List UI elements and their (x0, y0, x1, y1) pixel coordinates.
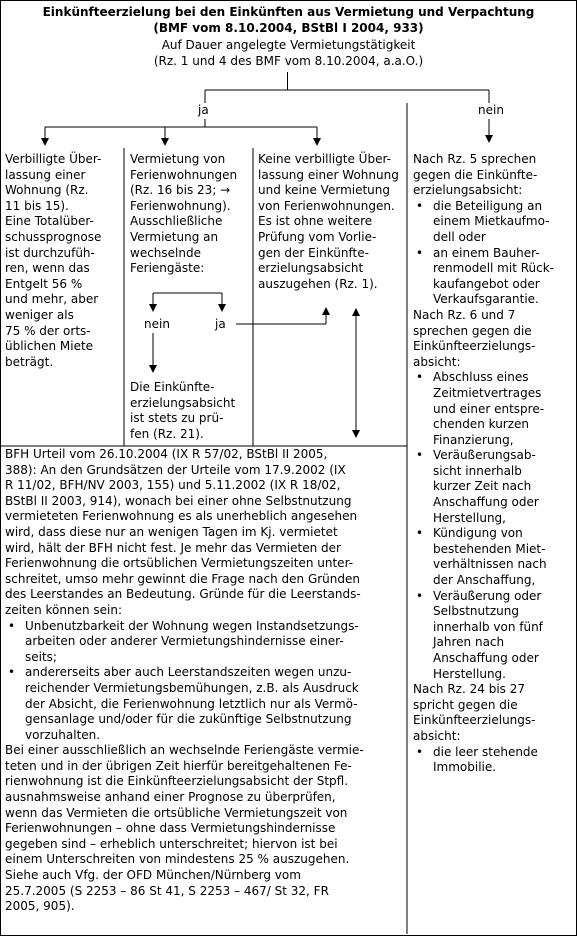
bullet-line: seits; (25, 649, 57, 664)
text-line: Nach Rz. 5 sprechen (413, 152, 537, 166)
text-line: lassung einer Wohnung (258, 167, 399, 182)
text-line: zeiten können sein: (5, 602, 123, 617)
bullet-line: Anschaffung oder (433, 495, 539, 510)
text-line: und mehr, aber (5, 292, 99, 307)
text-line: 75 % der orts- (5, 323, 91, 338)
bullet-line: Jahren nach (433, 635, 505, 650)
bullet-line: • Abschluss eines (433, 370, 529, 385)
text-line: ist durchzufüh- (5, 245, 95, 260)
text-line: auszugehen (Rz. 1). (258, 276, 378, 291)
diagram-subtitle-line1: Auf Dauer angelegte Vermietungstätigkeit (161, 38, 416, 52)
bullet-line: sicht innerhalb (433, 463, 522, 478)
bullet-line: verhältnissen nach (433, 557, 547, 572)
text-line: schreitet, umso mehr gewinnt die Frage nach den Gründen (5, 571, 360, 586)
col-ferienwohnungen (130, 152, 237, 277)
text-line: absicht: (413, 354, 461, 369)
text-line: Ferienwohnungen (130, 167, 238, 182)
bullet-line: Immobilie. (433, 760, 497, 775)
text-line: gegeben sind – erheblich unterschreitet; hiervon ist bei (5, 836, 338, 851)
text-line: wird, hält der BFH nicht fest. Je mehr das Vermieten der (5, 540, 341, 555)
text-line: von Ferienwohnungen. (258, 198, 395, 213)
bullet-item (5, 665, 405, 743)
text-line: Prüfung vom Vorlie- (258, 229, 377, 244)
text-line: 25.7.2005 (S 2253 – 86 St 41, S 2253 – 467/ St 32, FR (5, 883, 329, 898)
text-line: und keine Vermietung (258, 183, 391, 198)
text-line: 2005, 905). (5, 899, 75, 914)
bullet-line: bestehenden Miet- (433, 541, 546, 556)
bullet-line: arbeiten oder anderer Vermietungshindernisse einer- (25, 634, 344, 649)
text-line: Ferienwohnung die ortsüblichen Vermietungszeiten unter- (5, 556, 354, 571)
bullet-line: renmodell mit Rück- (433, 261, 554, 276)
bullet-item (413, 370, 573, 448)
bullet-line: kurzer Zeit nach (433, 479, 532, 494)
col-keine-verbilligung (258, 152, 399, 292)
text-line: Verbilligte Über- (5, 152, 102, 166)
text-line: Entgelt 56 % (5, 276, 83, 291)
text-line: lassung einer (5, 167, 86, 182)
bullet-line: • Veräußerung oder (433, 588, 542, 603)
text-line: erzielungsabsicht: (413, 183, 523, 198)
text-line: 11 bis 15). (5, 198, 69, 213)
bullet-list (413, 745, 573, 776)
text-line: BFH Urteil vom 26.10.2004 (IX R 57/02, BStBl II 2005, (5, 447, 328, 461)
bullet-line: Herstellung. (433, 666, 506, 681)
text-line: teten und in der übrigen Zeit hierfür bereitgehaltenen Fe- (5, 758, 352, 773)
text-line: 388): An den Grundsätzen der Urteile vom 17.9.2002 (IX (5, 462, 346, 477)
text-line: vermieteten Ferienwohnung es als unerheblich angesehen (5, 509, 358, 524)
bullet-line: gensanlage und/oder für die zukünftige Selbstnutzung (25, 712, 352, 727)
text-line: Bei einer ausschließlich an wechselnde Feriengäste vermie- (5, 743, 364, 758)
text-line: wechselnde (130, 245, 201, 260)
bullet-line: vorzuhalten. (25, 727, 101, 742)
text-line: Nach Rz. 24 bis 27 (413, 682, 525, 697)
text-line: wird, dass diese nur an wenigen Tagen im Kj. vermietet (5, 524, 338, 539)
text-line: ren, wenn das (5, 261, 90, 276)
text-line: (Rz. 16 bis 23; → (130, 183, 231, 198)
text-line: Keine verbilligte Über- (258, 152, 391, 166)
bullet-line: einem Mietkaufmo- (433, 214, 550, 229)
text-line: gegen die Einkünfte- (413, 167, 538, 182)
text-line: Ausschließliche (130, 214, 223, 229)
bullet-line: • Unbenutzbarkeit der Wohnung wegen Instandsetzungs- (25, 618, 359, 633)
text-line: schussprognose (5, 229, 102, 244)
text-line: fen (Rz. 21). (130, 426, 204, 441)
text-line: Eine Totalüber- (5, 214, 94, 229)
branch-ja-label: ja (198, 103, 209, 117)
bullet-line: • andererseits aber auch Leerstandszeiten wegen unzu- (25, 665, 352, 680)
text-line: Siehe auch Vfg. der OFD München/Nürnberg vom (5, 868, 301, 883)
col-verbilligte-ueberlassung (5, 152, 101, 370)
bullet-item (5, 619, 405, 666)
text-line: Einkünfteerzielungs- (413, 339, 536, 354)
text-line: rienwohnung ist die Einkünfteerzielungsabsicht der Stpfl. (5, 774, 349, 789)
text-line: beträgt. (5, 354, 54, 369)
bullet-line: Zeitmietvertrages (433, 385, 542, 400)
text-line: Vermietung von (130, 152, 226, 166)
col2-ja-label: ja (215, 317, 226, 331)
bullet-line: der Absicht, die Ferienwohnung letztlich nur als Vermö- (25, 696, 358, 711)
bullet-line: • Veräußerungsab- (433, 448, 536, 463)
bullet-item (413, 246, 573, 308)
text-line: ist stets zu prü- (130, 411, 224, 426)
text-line: absicht: (413, 728, 461, 743)
bullet-line: Finanzierung, (433, 432, 514, 447)
bullet-line: Verkaufsgarantie. (433, 292, 539, 307)
bullet-item (413, 448, 573, 526)
col2-nein-label: nein (144, 317, 170, 331)
text-line: sprechen gegen die (413, 323, 532, 338)
text-line: Ferienwohnungen – ohne dass Vermietungshindernisse (5, 821, 336, 836)
text-line: spricht gegen die (413, 697, 518, 712)
bfh-urteil-block (5, 447, 405, 915)
text-line: BStBl II 2003, 914), wonach bei einer ohne Selbstnutzung (5, 493, 352, 508)
bullet-item (413, 745, 573, 776)
text-line: Nach Rz. 6 und 7 (413, 307, 516, 322)
bullet-line: dell oder (433, 229, 486, 244)
bullet-line: und einer entspre- (433, 401, 545, 416)
text-line: Feriengäste: (130, 261, 205, 276)
bullet-line: innerhalb von fünf (433, 619, 543, 634)
text-line: Es ist ohne weitere (258, 214, 373, 229)
text-line: erzielungsabsicht (130, 395, 236, 410)
bullet-item (413, 589, 573, 683)
bullet-line: • die Beteiligung an (433, 198, 543, 213)
text-line: üblichen Miete (5, 339, 94, 354)
text-line: Vermietung an (130, 229, 219, 244)
bullet-line: • Kündigung von (433, 526, 523, 541)
bullet-item (413, 199, 573, 246)
bullet-list (413, 370, 573, 682)
bullet-line: • an einem Bauher- (433, 245, 540, 260)
col-gegen-einkuenfteerzielung (413, 152, 573, 776)
col2-result (130, 380, 235, 442)
text-line: des Leerstandes an Bedeutung. Gründe für die Leerstands- (5, 587, 361, 602)
bullet-list (413, 199, 573, 308)
bullet-item (413, 526, 573, 588)
text-line: erzielungsabsicht (258, 261, 364, 276)
bullet-line: chenden kurzen (433, 417, 530, 432)
bullet-line: kaufangebot oder (433, 276, 540, 291)
bullet-line: der Anschaffung, (433, 573, 536, 588)
bullet-line: • die leer stehende (433, 744, 538, 759)
text-line: wenn das Vermieten die ortsübliche Vermietungszeit von (5, 805, 348, 820)
diagram-title-line1: Einkünfteerzielung bei den Einkünften aus Vermietung und Verpachtung (42, 5, 535, 19)
bullet-list (5, 619, 405, 744)
bullet-line: Herstellung, (433, 510, 506, 525)
text-line: Einkünfteerzielungs- (413, 713, 536, 728)
text-line: gen der Einkünfte- (258, 245, 369, 260)
text-line: weniger als (5, 307, 74, 322)
diagram-subtitle-line2: (Rz. 1 und 4 des BMF vom 8.10.2004, a.a.O.) (153, 54, 424, 68)
diagram-title-line2: (BMF vom 8.10.2004, BStBl I 2004, 933) (153, 21, 424, 35)
text-line: Die Einkünfte- (130, 380, 215, 394)
text-line: Ferienwohnung). (130, 198, 231, 213)
bullet-line: Selbstnutzung (433, 604, 519, 619)
branch-nein-label: nein (478, 103, 504, 117)
text-line: ausnahmsweise anhand einer Prognose zu überprüfen, (5, 790, 336, 805)
bullet-line: Anschaffung oder (433, 651, 539, 665)
bullet-line: reichender Vermietungsbemühungen, z.B. als Ausdruck (25, 680, 359, 695)
text-line: Wohnung (Rz. (5, 183, 89, 198)
text-line: einem Unterschreiten von mindestens 25 % auszugehen. (5, 852, 350, 867)
text-line: R 11/02, BFH/NV 2003, 155) und 5.11.2002 (IX R 18/02, (5, 478, 341, 493)
